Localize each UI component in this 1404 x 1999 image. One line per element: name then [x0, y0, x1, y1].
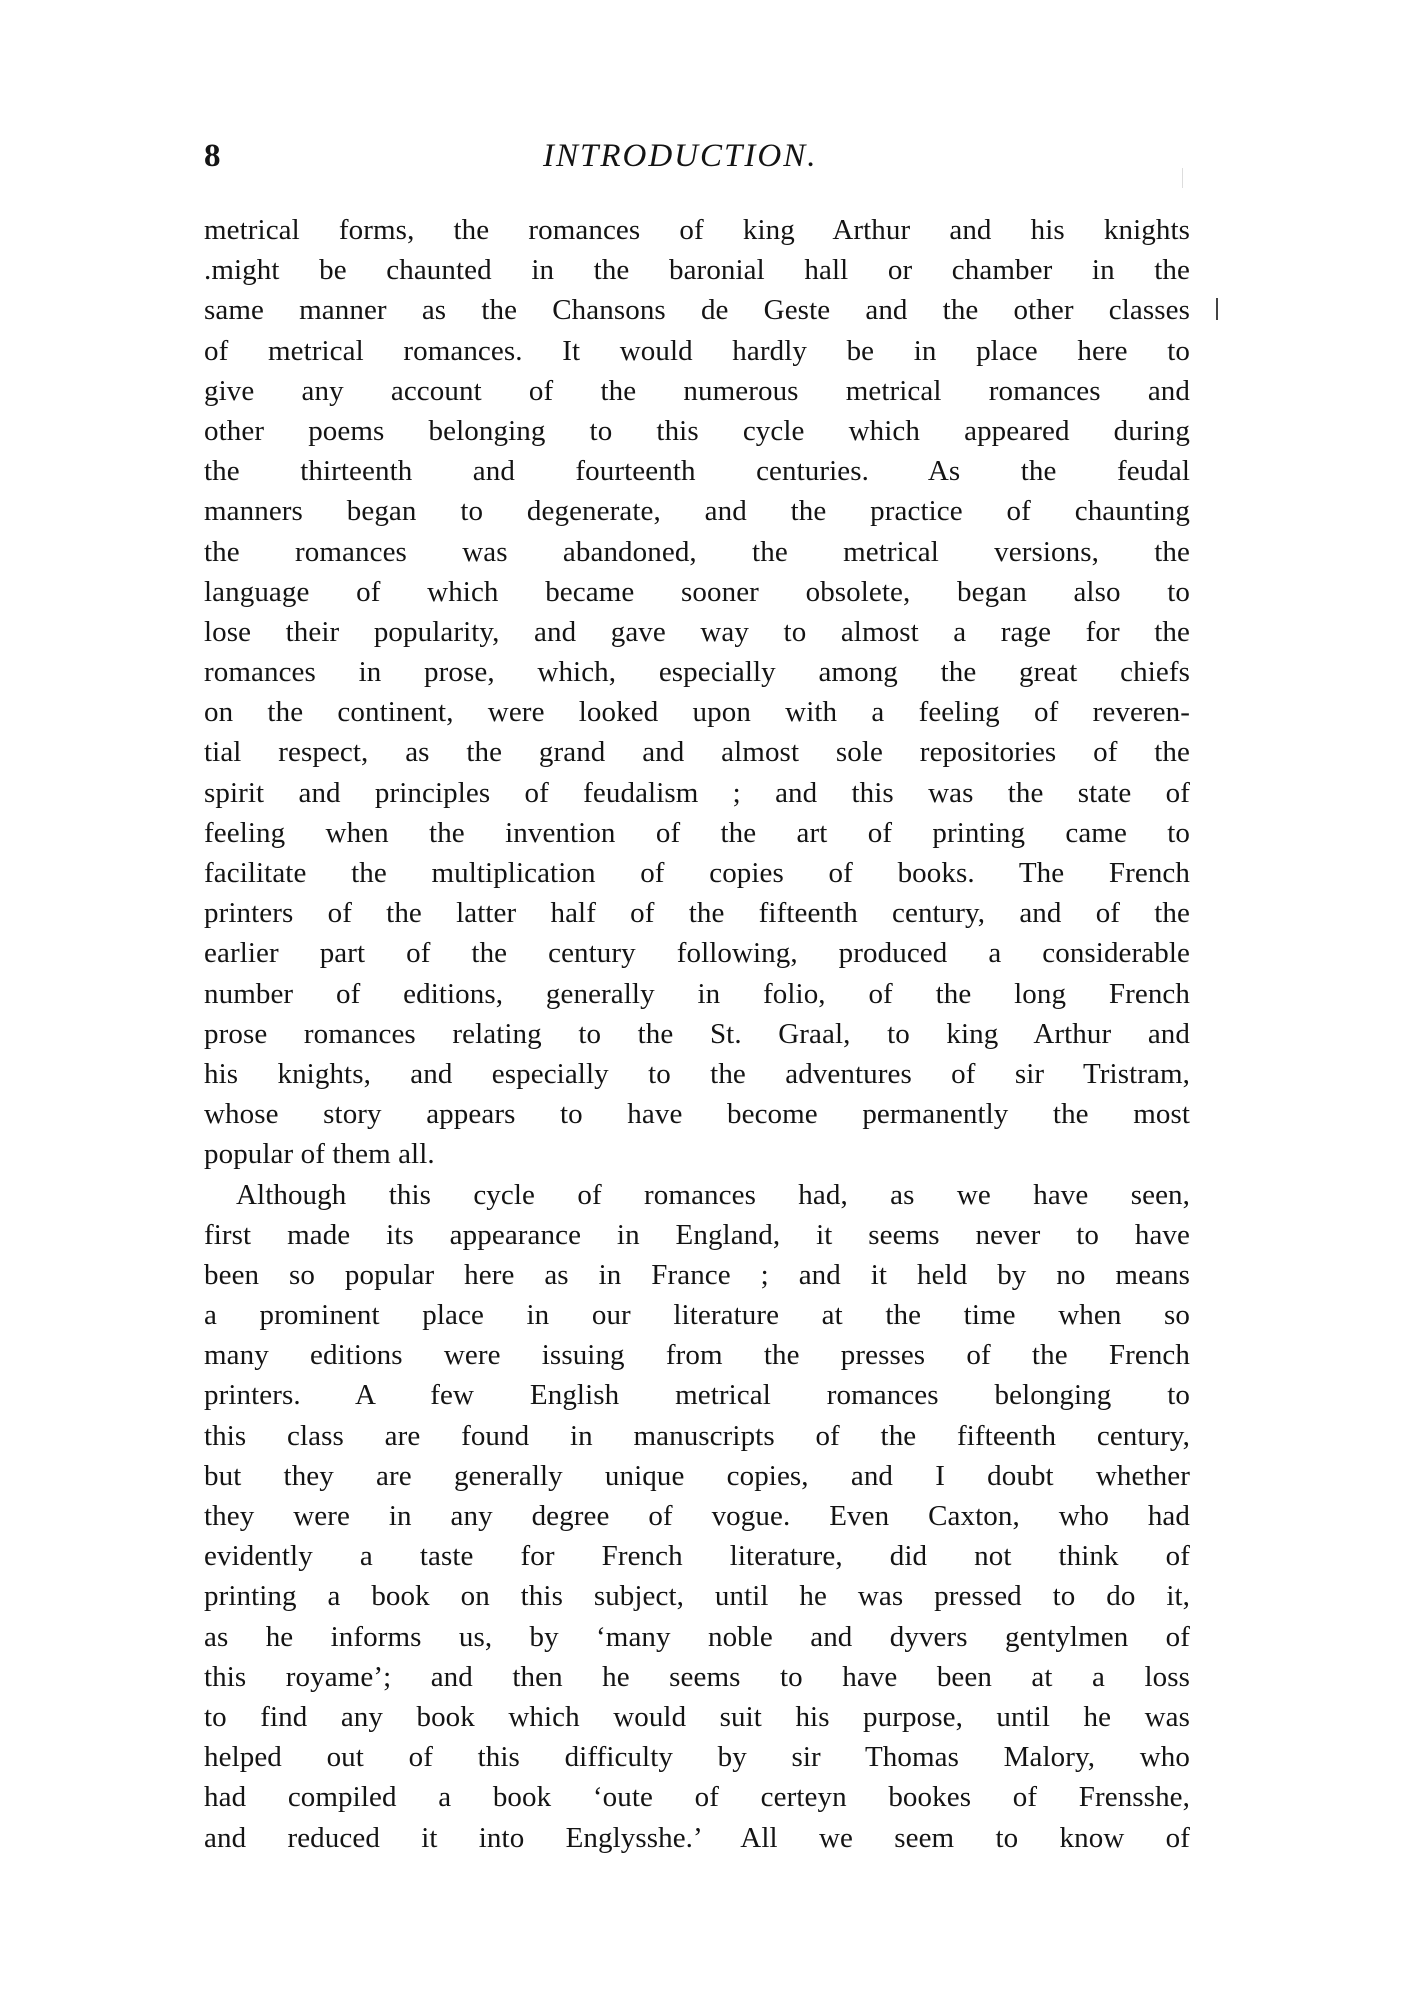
text-line: first made its appearance in England, it seems never to have [204, 1218, 1190, 1251]
text-line: spirit and principles of feudalism ; and this was the state of [204, 776, 1190, 809]
text-line: and reduced it into Englysshe.’ All we seem to know of [204, 1821, 1190, 1854]
text-line: number of editions, generally in folio, of the long French [204, 977, 1190, 1010]
text-line: had compiled a book ‘oute of certeyn bookes of Frensshe, [204, 1781, 1190, 1814]
text-line: .might be chaunted in the baronial hall or chamber in the [204, 254, 1190, 287]
text-line: tial respect, as the grand and almost sole repositories of the [204, 736, 1190, 769]
text-line: lose their popularity, and gave way to almost a rage for the [204, 615, 1190, 648]
text-line: to find any book which would suit his purpose, until he was [204, 1700, 1190, 1733]
text-line: a prominent place in our literature at the time when so [204, 1299, 1190, 1332]
page-number: 8 [204, 138, 221, 174]
text-line: romances in prose, which, especially among the great chiefs [204, 656, 1190, 689]
paragraph-end-line: popular of them all. [204, 1138, 435, 1171]
text-line: same manner as the Chansons de Geste and the other classes [204, 294, 1190, 327]
running-title: INTRODUCTION. [543, 138, 818, 174]
text-line: many editions were issuing from the presses of the French [204, 1339, 1190, 1372]
text-line: helped out of this difficulty by sir Thomas Malory, who [204, 1741, 1190, 1774]
text-line: evidently a taste for French literature, did not think of [204, 1540, 1190, 1573]
paragraph-start-line: Although this cycle of romances had, as we have seen, [236, 1178, 1190, 1211]
body-text [204, 210, 1190, 1858]
text-line: printers of the latter half of the fifteenth century, and of the [204, 897, 1190, 930]
text-line: facilitate the multiplication of copies of books. The French [204, 857, 1190, 889]
text-line: they were in any degree of vogue. Even Caxton, who had [204, 1500, 1190, 1532]
text-line: prose romances relating to the St. Graal, to king Arthur and [204, 1017, 1190, 1050]
running-head [204, 136, 1194, 180]
text-line: language of which became sooner obsolete, began also to [204, 575, 1190, 608]
scan-speck [1182, 168, 1183, 188]
text-line: the romances was abandoned, the metrical versions, the [204, 535, 1190, 568]
text-line: printers. A few English metrical romances belonging to [204, 1379, 1190, 1412]
text-line: give any account of the numerous metrical romances and [204, 374, 1190, 407]
text-line: other poems belonging to this cycle which appeared during [204, 414, 1190, 447]
text-line: the thirteenth and fourteenth centuries. As the feudal [204, 455, 1190, 488]
text-line: this class are found in manuscripts of the fifteenth century, [204, 1419, 1190, 1452]
text-line: been so popular here as in France ; and it held by no means [204, 1258, 1190, 1291]
text-line: earlier part of the century following, produced a considerable [204, 937, 1190, 970]
text-line: whose story appears to have become permanently the most [204, 1098, 1190, 1131]
text-line: on the continent, were looked upon with a feeling of reveren- [204, 696, 1190, 729]
text-line: feeling when the invention of the art of printing came to [204, 816, 1190, 849]
text-line: manners began to degenerate, and the practice of chaunting [204, 495, 1190, 528]
text-line: his knights, and especially to the adventures of sir Tristram, [204, 1057, 1190, 1090]
text-line: metrical forms, the romances of king Arthur and his knights [204, 214, 1190, 246]
text-line: of metrical romances. It would hardly be in place here to [204, 334, 1190, 367]
text-line: but they are generally unique copies, and I doubt whether [204, 1459, 1190, 1492]
text-line: printing a book on this subject, until he was pressed to do it, [204, 1580, 1190, 1613]
margin-mark [1216, 298, 1218, 320]
text-line: this royame’; and then he seems to have been at a loss [204, 1660, 1190, 1693]
text-line: as he informs us, by ‘many noble and dyvers gentylmen of [204, 1620, 1190, 1653]
